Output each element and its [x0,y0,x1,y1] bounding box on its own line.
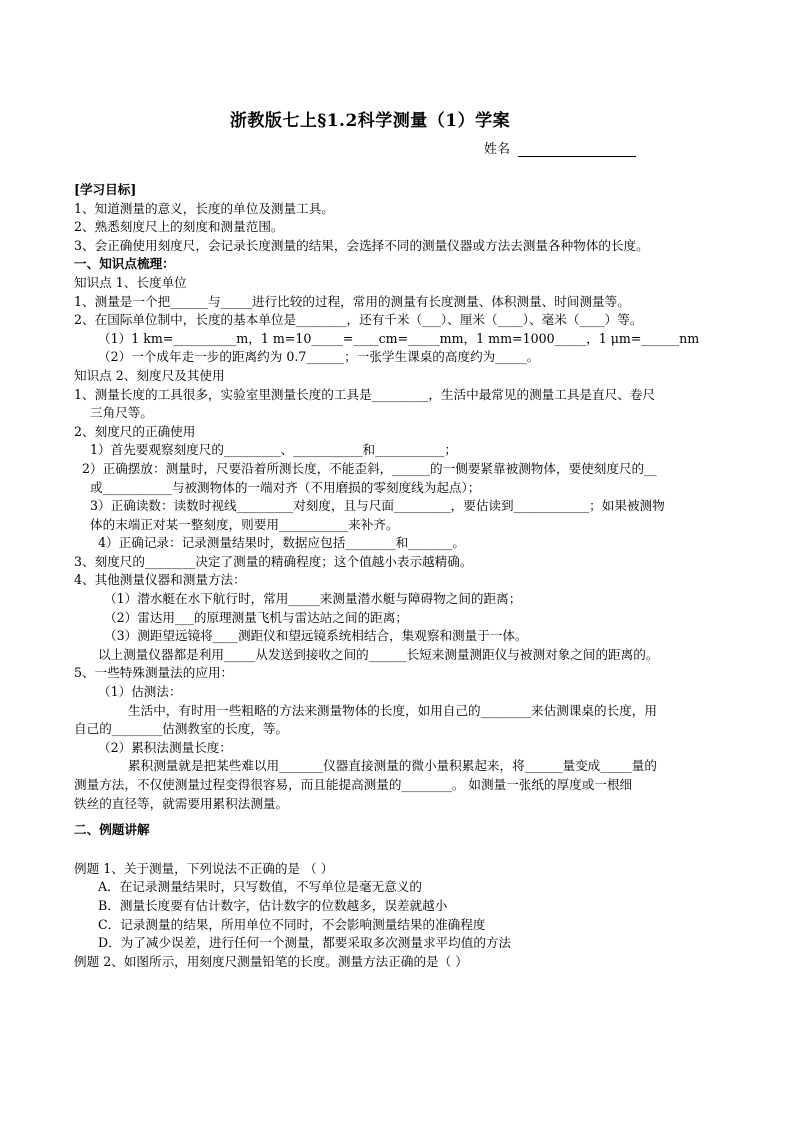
text-line: 3、刻度尺的________决定了测量的精确程度；这个值越小表示越精确。 [74,553,473,569]
text-line: （1）潜水艇在水下航行时，常用_____来测量潜水艇与障碍物之间的距离； [104,591,522,607]
answer-option: B．测量长度要有估计数字，估计数字的位数越多，误差就越小 [98,897,448,913]
text-line: 2）正确摆放：测量时，尺要沿着所测长度，不能歪斜，______的一侧要紧靠被测物体，要使刻度尺的__ [82,460,657,476]
text-line: 3）正确读数：读数时视线_________对刻度，且与尺面_________，要估读到____________；如果被测物 [90,498,665,514]
text-line: 以上测量仪器都是利用_____从发送到接收之间的______长短来测量测距仪与被测对象之间的距离的。 [98,646,659,662]
text-line: （1）1 km=__________m，1 m=10_____=____cm=_____mm，1 mm=1000_____，1 μm=______nm [98,330,700,346]
name-blank-line[interactable] [518,142,636,157]
text-line: （2）一个成年走一步的距离约为 0.7______；一张学生课桌的高度约为_____。 [98,349,540,365]
text-line: 测量方法，不仅使测量过程变得很容易，而且能提高测量的________。 如测量一张纸的厚度或一根细 [74,777,633,792]
text-line: 2、在国际单位制中，长度的基本单位是________，还有千米（___）、厘米（____）、毫米（____）等。 [74,312,643,328]
text-line: （3）测距望远镜将____测距仪和望远镜系统相结合，集观察和测量于一体。 [104,628,528,644]
answer-option: C．记录测量的结果，所用单位不同时，不会影响测量结果的准确程度 [98,916,486,932]
page-title: 浙教版七上§1.2科学测量（1）学案 [229,111,511,131]
subheading-point-1: 知识点 1、长度单位 [74,274,187,290]
text-line: 5、一些特殊测量法的应用： [74,665,234,681]
section-heading-knowledge: 一、知识点梳理： [74,256,175,272]
objective-line: 3、会正确使用刻度尺，会记录长度测量的结果，会选择不同的测量仪器或方法去测量各种物体的长度。 [74,237,649,253]
text-line: 4、其他测量仪器和测量方法： [74,572,246,588]
text-line: 2、刻度尺的正确使用 [74,423,196,439]
answer-option: A．在记录测量结果时，只写数值，不写单位是毫无意义的 [98,879,422,895]
worksheet-body [74,181,734,971]
text-line: 体的末端正对某一整刻度，则要用___________来补齐。 [90,516,399,532]
example-question: 例题 1、关于测量，下列说法不正确的是 （ ） [74,860,334,876]
text-line: 铁丝的直径等，就需要用累积法测量。 [74,795,289,811]
text-line: 4）正确记录：记录测量结果时，数据应包括________和_______。 [98,535,465,551]
objective-line: 1、知道测量的意义，长度的单位及测量工具。 [74,200,334,216]
example-question: 例题 2、如图所示，用刻度尺测量铅笔的长度。测量方法正确的是（ ） [74,953,468,969]
subheading-point-2: 知识点 2、刻度尺及其使用 [74,367,225,383]
text-line: 或___________与被测物体的一端对齐（不用磨损的零刻度线为起点）； [90,479,481,495]
text-line: （2）雷达用___的原理测量飞机与雷达站之间的距离； [104,609,408,625]
objective-line: 2、熟悉刻度尺上的刻度和测量范围。 [74,219,284,235]
name-field [484,138,636,157]
text-line: 1）首先要观察刻度尺的_________、___________和___________； [90,442,457,458]
text-line: 生活中，有时用一些粗略的方法来测量物体的长度，如用自己的________来估测课桌的长度，用 [128,702,657,718]
section-heading-examples: 二、例题讲解 [74,822,150,838]
text-line: 1、测量长度的工具很多，实验室里测量长度的工具是_________，生活中最常见的测量工具是直尺、卷尺 [74,386,656,402]
section-heading-objectives: [学习目标] [74,182,137,197]
text-line: （2）累积法测量长度： [98,739,232,755]
text-line: （1）估测法： [98,684,182,700]
name-label: 姓名 [484,142,511,157]
text-line: 自己的________估测教室的长度，等。 [74,721,289,737]
answer-option: D．为了减少误差，进行任何一个测量，都要采取多次测量求平均值的方法 [98,935,512,951]
text-line: 1、测量是一个把______与_____进行比较的过程，常用的测量有长度测量、体积测量、时间测量等。 [74,293,630,309]
text-line: 三角尺等。 [90,405,153,421]
text-line: 累积测量就是把某些难以用_______仪器直接测量的微小量积累起来，将______量变成_____量的 [128,758,657,774]
